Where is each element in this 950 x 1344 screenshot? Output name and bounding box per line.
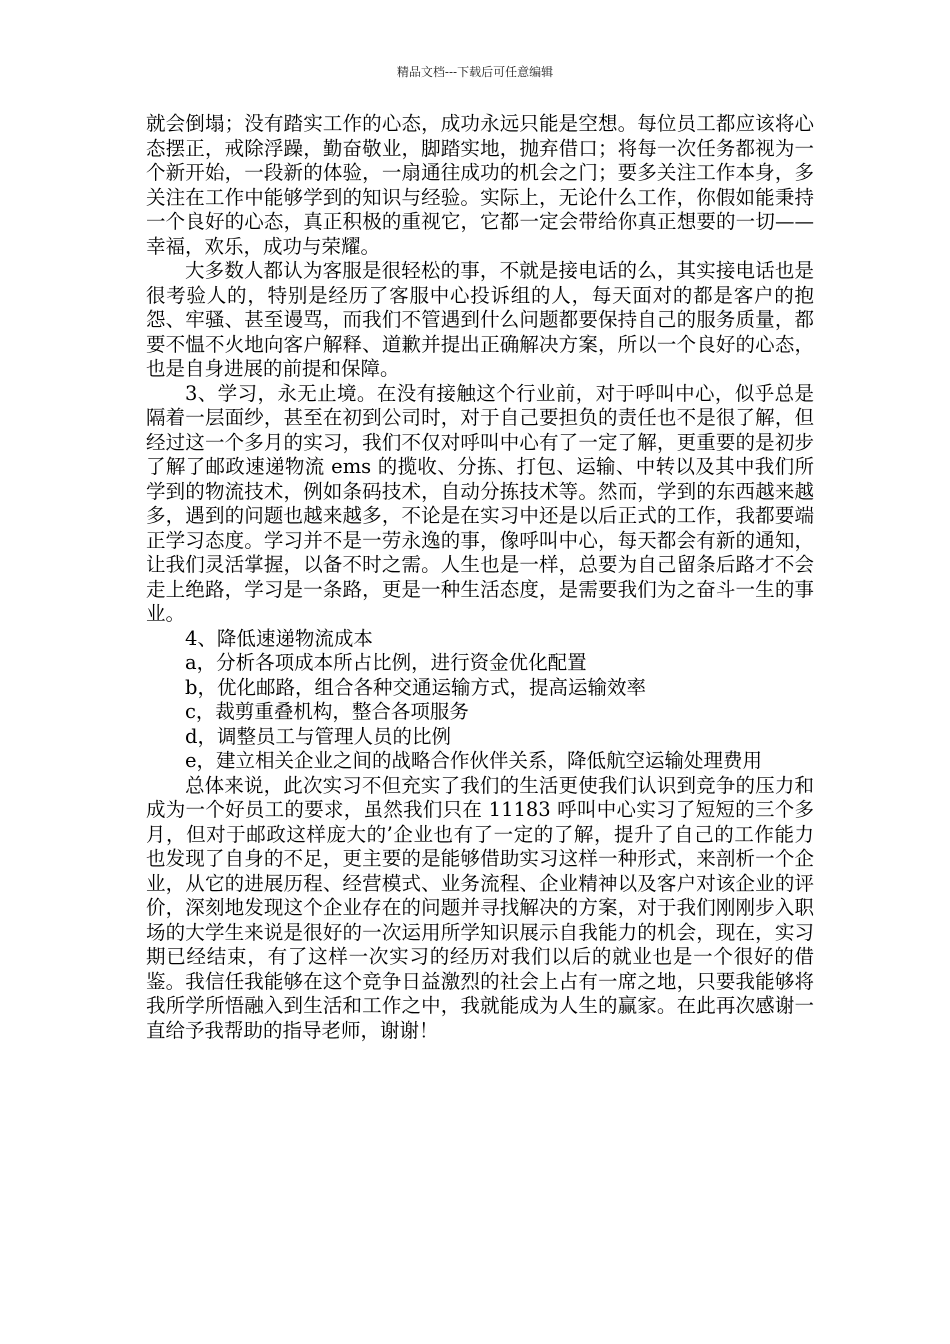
list-item-a: a，分析各项成本所占比例，进行资金优化配置 <box>185 651 587 674</box>
page-header: 精品文档---下载后可任意编辑 <box>396 65 554 79</box>
paragraph-summary: 总体来说，此次实习不但充实了我们的生活更使我们认识到竞争的压力和成为一个好员工的要求，虽然我们只在 11183 呼叫中心实习了短短的三个多月，但对于邮政这样庞大的’企业也有了一定的了解，提升了自己的工作能力也发现了自身的不足，更主要的是能够借助实习这样一种形式，来剖析一个企业，从它的进展历程、经营模式、业务流程、企业精神以及客户对该企业的评价，深刻地发现这个企业存在的问题并寻找解决的方案，对于我们刚刚步入职场的大学生来说是很好的一次运用所学知识展示自我能力的机会，现在，实习期已经结束，有了这样一次实习的经历对我们以后的就业也是一个很好的借鉴。我信任我能够在这个竞争日益激烈的社会上占有一席之地，只要我能够将我所学所悟融入到生活和工作之中，我就能成为人生的赢家。在此再次感谢一直给予我帮助的指导老师，谢谢！ <box>146 773 814 1042</box>
document-body <box>146 112 814 1043</box>
list-item-b: b，优化邮路，组合各种交通运输方式，提高运输效率 <box>185 675 646 699</box>
paragraph-attitude-conclusion: 就会倒塌；没有踏实工作的心态，成功永远只能是空想。每位员工都应该将心态摆正，戒除浮躁，勤奋敬业，脚踏实地，抛弃借口；将每一次任务都视为一个新开始，一段新的体验，一扇通往成功的机会之门；要多关注工作本身，多关注在工作中能够学到的知识与经验。实际上，无论什么工作，你假如能秉持一个良好的心态，真正积极的重视它，它都一定会带给你真正想要的一切——幸福，欢乐，成功与荣耀。 <box>146 112 814 258</box>
paragraph-customer-service: 大多数人都认为客服是很轻松的事，不就是接电话的么，其实接电话也是很考验人的，特别是经历了客服中心投诉组的人，每天面对的都是客户的抱怨、牢骚、甚至谩骂，而我们不管遇到什么问题都要保持自己的服务质量，都要不愠不火地向客户解释、道歉并提出正确解决方案，所以一个良好的心态，也是自身进展的前提和保障。 <box>146 259 814 380</box>
list-item-d: d，调整员工与管理人员的比例 <box>185 724 451 748</box>
list-item-e: e，建立相关企业之间的战略合作伙伴关系，降低航空运输处理费用 <box>185 749 763 772</box>
section-heading-reduce-costs: 4、降低速递物流成本 <box>185 626 373 650</box>
list-item-c: c，裁剪重叠机构，整合各项服务 <box>185 700 469 723</box>
paragraph-learning: 3、学习，永无止境。在没有接触这个行业前，对于呼叫中心，似乎总是隔着一层面纱，甚至在初到公司时，对于自己要担负的责任也不是很了解，但经过这一个多月的实习，我们不仅对呼叫中心有了一定了解，更重要的是初步了解了邮政速递物流 ems 的揽收、分拣、打包、运输、中转以及其中我们所学到的物流技术，例如条码技术，自动分拣技术等。然而，学到的东西越来越多，遇到的问题也越来越多，不论是在实习中还是以后正式的工作，我都要端正学习态度。学习并不是一劳永逸的事，像呼叫中心，每天都会有新的通知，让我们灵活掌握，以备不时之需。人生也是一样，总要为自己留条后路才不会走上绝路，学习是一条路，更是一种生活态度，是需要我们为之奋斗一生的事业。 <box>146 381 814 625</box>
